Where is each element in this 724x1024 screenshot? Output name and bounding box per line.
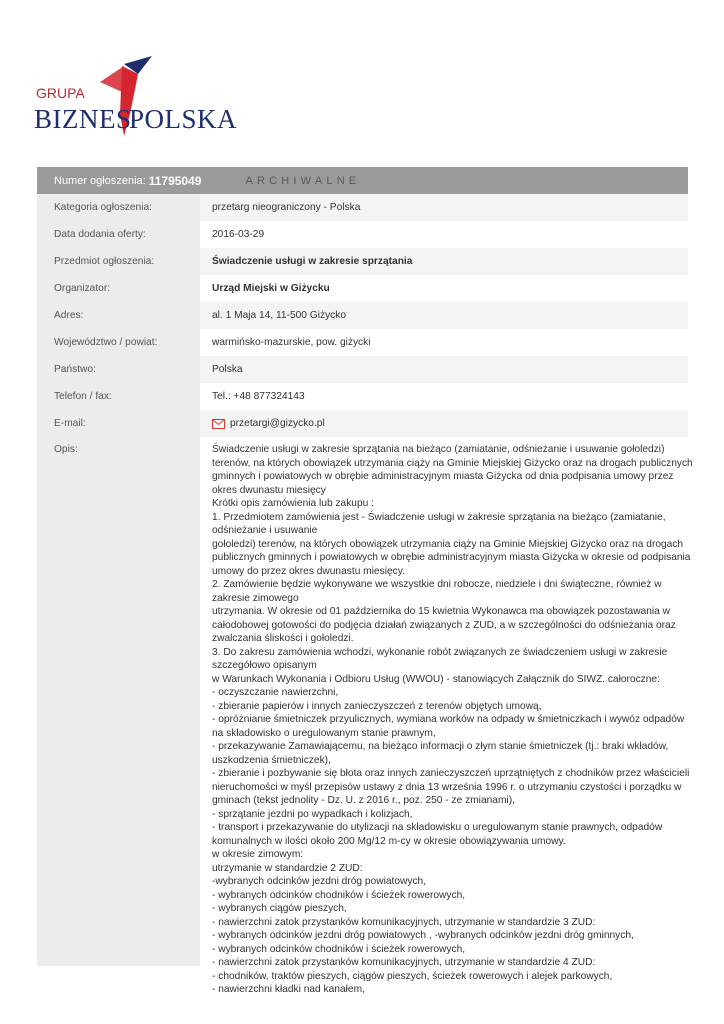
description-line: 3. Do zakresu zamówienia wchodzi, wykonanie robót związanych ze świadczeniem usługi w zakresie bbox=[212, 646, 668, 658]
description-line: odśnieżanie i usuwanie bbox=[212, 525, 318, 536]
description-line: 2. Zamówienie będzie wykonywane we wszystkie dni robocze, niedziele i dni świąteczne, również w bbox=[212, 579, 662, 590]
organizer-value: Urząd Miejski w Giżycku bbox=[200, 275, 688, 302]
description-line: - opróżnianie śmietniczek przyulicznych, wymiana worków na odpady w śmietniczkach i wywóz odpadów bbox=[212, 714, 685, 725]
description-line: - chodników, traktów pieszych, ciągów pieszych, ścieżek rowerowych i alejek parkowych, bbox=[212, 970, 613, 982]
grupa-biznes-polska-logo bbox=[34, 52, 238, 147]
description-line: - nawierzchni kładki nad kanałem, bbox=[212, 984, 365, 995]
subject-value: Świadczenie usługi w zakresie sprzątania bbox=[200, 248, 688, 275]
description-line: Krótki opis zamówienia lub zakupu : bbox=[212, 498, 374, 509]
description-line: - wybranych ciągów pieszych, bbox=[212, 903, 347, 914]
row-date bbox=[37, 221, 688, 248]
description-line: - wybranych odcinków chodników i ścieżek rowerowych, bbox=[212, 943, 466, 955]
description-line: Świadczenie usługi w zakresie sprzątania na bieżąco (zamiatanie, odśnieżanie i usuwanie gołoledzi) bbox=[212, 444, 665, 455]
description-line: zwalczania śliskości i gołoledzi. bbox=[212, 633, 354, 644]
description-line: zakresie zimowego bbox=[212, 592, 299, 604]
description-line: - nawierzchni zatok przystanków komunikacyjnych, utrzymanie w standardzie 4 ZUD: bbox=[212, 957, 596, 968]
description-line: terenów, na których obowiązek utrzymania ciąży na Gminie Miejskiej Giżycko oraz na drogach publicznych bbox=[212, 457, 693, 469]
row-phone bbox=[37, 383, 688, 410]
listing-number-label: Numer ogłoszenia: bbox=[54, 174, 146, 187]
description-line: gminnych i powiatowych w obrębie administracyjnym miasta Giżycka od dnia podpisania umowy przez bbox=[212, 471, 674, 482]
address-value: al. 1 Maja 14, 11-500 Giżycko bbox=[200, 302, 688, 329]
listing-header bbox=[37, 167, 688, 194]
description-line: - przekazywanie Zamawiającemu, na bieżąco informacji o złym stanie śmietniczek (tj.: braki wkładów, bbox=[212, 741, 669, 752]
logo-biznes-text: BIZNES bbox=[34, 104, 132, 134]
phone-value: Tel.: +48 877324143 bbox=[200, 383, 688, 410]
status-badge: ARCHIWALNE bbox=[245, 174, 361, 187]
country-label: Państwo: bbox=[37, 356, 200, 383]
description-line: - zbieranie i pozbywanie się błota oraz innych zanieczyszczeń uprzątniętych z chodników przez właścicieli bbox=[212, 768, 690, 779]
description-line: na składowisko o uregulowanym stanie prawnym, bbox=[212, 727, 436, 739]
region-label: Województwo / powiat: bbox=[37, 329, 200, 356]
description-line: - nawierzchni zatok przystanków komunikacyjnych, utrzymanie w standardzie 3 ZUD: bbox=[212, 916, 596, 928]
description-line: - zbieranie papierów i innych zanieczyszczeń z terenów objętych umową, bbox=[212, 700, 542, 712]
listing-number-value: 11795049 bbox=[148, 173, 202, 188]
description-line: utrzymanie w standardzie 2 ZUD: bbox=[212, 862, 363, 874]
description-line: - sprzątanie jezdni po wypadkach i kolizjach, bbox=[212, 808, 413, 820]
envelope-icon bbox=[212, 419, 225, 429]
description-line: w okresie zimowym: bbox=[212, 849, 304, 860]
description-line: - oczyszczanie nawierzchni, bbox=[212, 687, 339, 698]
logo-polska-text: POLSKA bbox=[129, 104, 238, 134]
description-line: - wybranych odcinków chodników i ścieżek rowerowych, bbox=[212, 889, 466, 901]
date-label: Data dodania oferty: bbox=[37, 221, 200, 248]
email-cell bbox=[200, 410, 688, 437]
description-line: okres dwunastu miesięcy bbox=[212, 484, 326, 496]
row-email bbox=[37, 410, 688, 437]
phone-label: Telefon / fax: bbox=[37, 383, 200, 410]
description-line: szczegółowo opisanym bbox=[212, 660, 317, 671]
row-address bbox=[37, 302, 688, 329]
description-line: - wybranych odcinków jezdni dróg powiatowych , -wybranych odcinków jezdni dróg gminnych, bbox=[212, 930, 634, 941]
description-line: nieruchomości w myśl przepisów ustawy z dnia 13 września 1996 r. o utrzymaniu czystości i porządku w bbox=[212, 781, 682, 793]
organizer-label: Organizator: bbox=[37, 275, 200, 302]
region-value: warmińsko-mazurskie, pow. giżycki bbox=[200, 329, 688, 356]
row-category bbox=[37, 194, 688, 221]
country-value: Polska bbox=[200, 356, 688, 383]
email-label: E-mail: bbox=[37, 410, 200, 437]
category-value: przetarg nieograniczony - Polska bbox=[200, 194, 688, 221]
address-label: Adres: bbox=[37, 302, 200, 329]
row-subject bbox=[37, 248, 688, 275]
row-country bbox=[37, 356, 688, 383]
row-region bbox=[37, 329, 688, 356]
description-line: komunalnych w ilości około 200 Mg/12 m-cy w okresie obowiązywania umowy. bbox=[212, 835, 566, 847]
email-link[interactable]: przetargi@gizycko.pl bbox=[230, 417, 325, 429]
description-label: Opis: bbox=[37, 437, 200, 966]
description-line: gminach (tekst jednolity - Dz. U. z 2016 r., poz. 250 - ze zmianami), bbox=[212, 795, 515, 806]
logo-graphic bbox=[34, 52, 238, 147]
subject-label: Przedmiot ogłoszenia: bbox=[37, 248, 200, 275]
date-value: 2016-03-29 bbox=[200, 221, 688, 248]
email-link-wrap[interactable] bbox=[212, 417, 325, 431]
description-line: umowy do przez okres dwunastu miesięcy. bbox=[212, 565, 405, 577]
description-line: całodobowej gotowości do podjęcia działań związanych z ZUD, a w szczególności do odśnieżania oraz bbox=[212, 619, 676, 631]
description-body bbox=[200, 437, 699, 995]
listing-table bbox=[37, 167, 693, 995]
logo-grupa-text: GRUPA bbox=[36, 85, 85, 101]
description-line: - transport i przekazywanie do utylizacji na składowisku o uregulowanym stanie prawnych, odpadów bbox=[212, 822, 663, 833]
description-line: w Warunkach Wykonania i Odbioru Usług (WWOU) - stanowiących Załącznik do SIWZ. całoroczne: bbox=[212, 673, 660, 685]
description-line: gołoledzi) terenów, na których obowiązek utrzymania ciąży na Gminie Miejskiej Giżycko oraz na drogach bbox=[212, 538, 684, 550]
logo-flag-wing bbox=[100, 66, 124, 92]
row-organizer bbox=[37, 275, 688, 302]
category-label: Kategoria ogłoszenia: bbox=[37, 194, 200, 221]
description-line: utrzymania. W okresie od 01 października do 15 kwietnia Wykonawca ma obowiązek pozostawania w bbox=[212, 606, 671, 617]
description-line: uszkodzenia śmietniczek), bbox=[212, 754, 331, 766]
row-description bbox=[37, 437, 693, 995]
description-line: 1. Przedmiotem zamówienia jest - Świadczenie usługi w zakresie sprzątania na bieżąco (zamiatanie, bbox=[212, 511, 666, 523]
description-line: publicznych gminnych i powiatowych w obrębie administracyjnym miasta Giżycka w okresie od podpisania bbox=[212, 552, 691, 563]
description-line: -wybranych odcinków jezdni dróg powiatowych, bbox=[212, 876, 427, 887]
